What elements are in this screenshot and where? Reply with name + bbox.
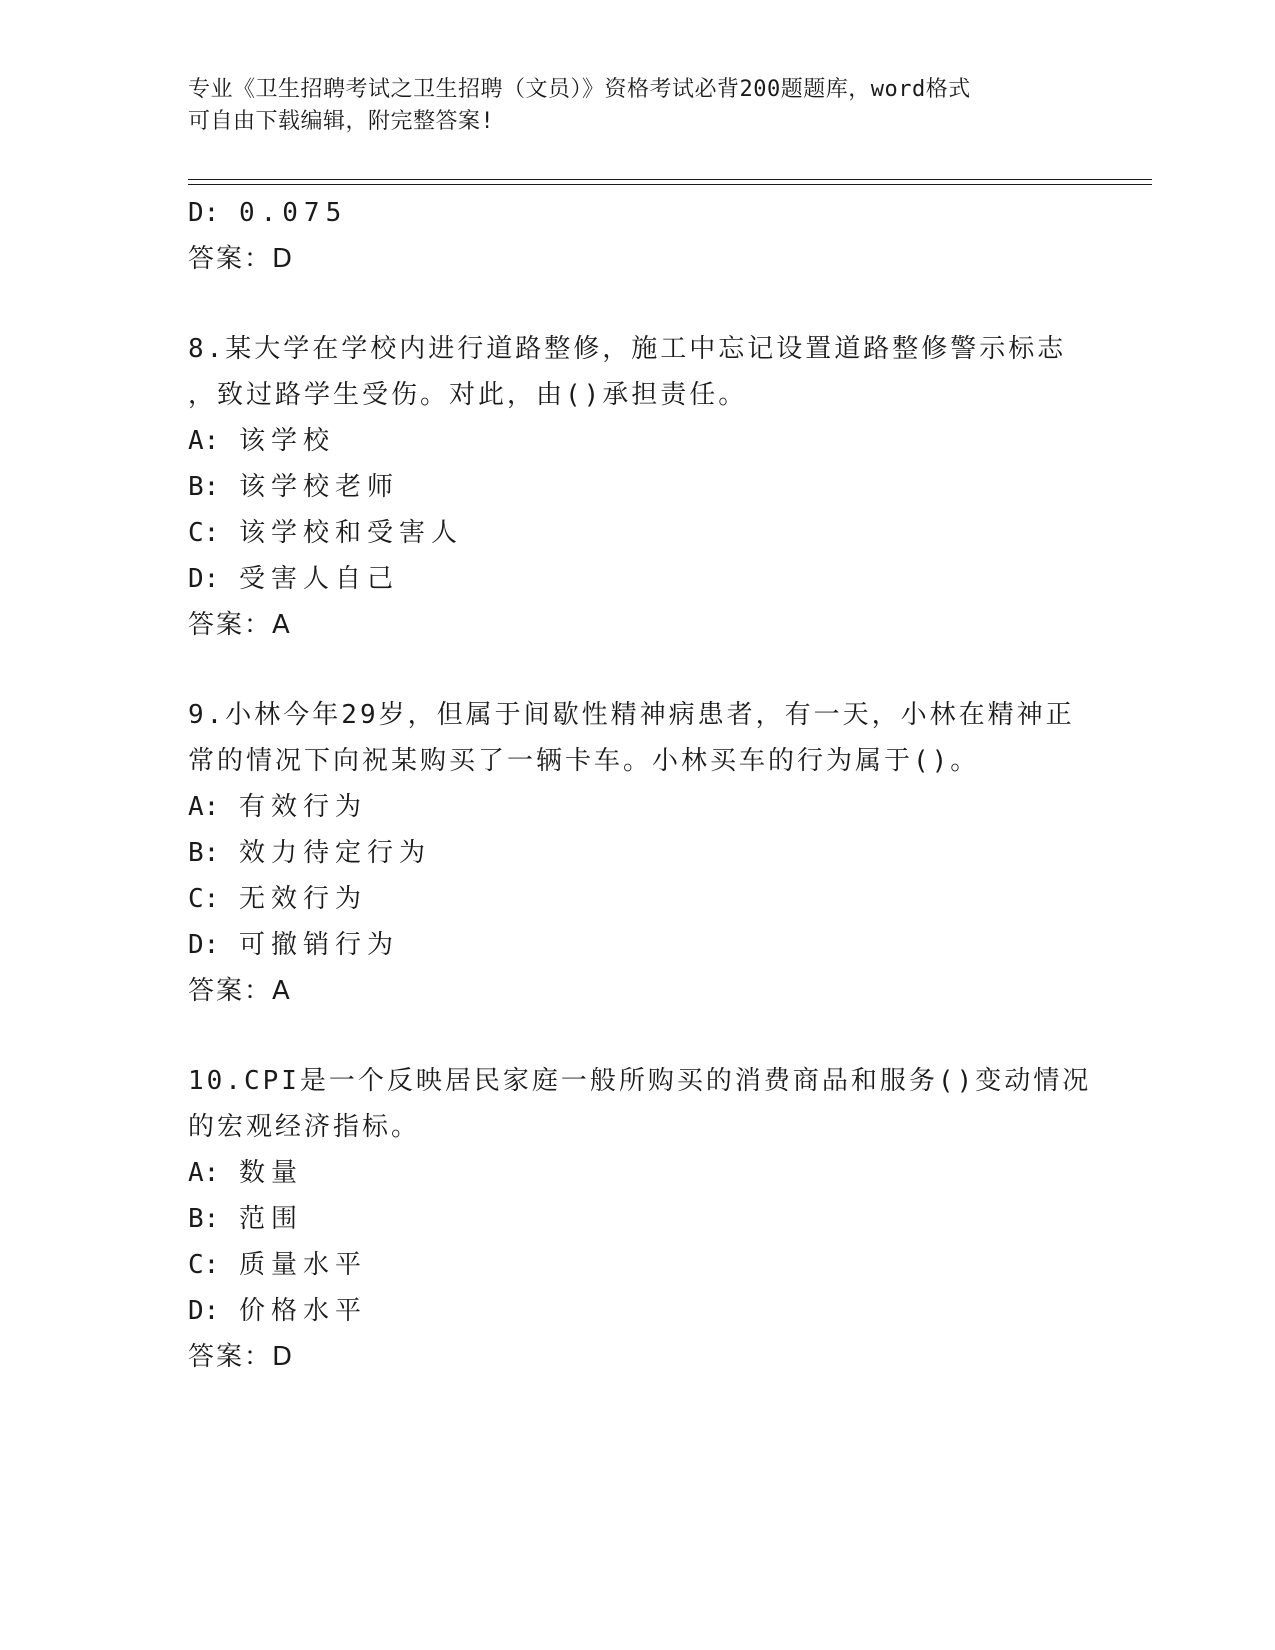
answer-line: 答案：D xyxy=(188,244,295,274)
option-row xyxy=(188,830,1088,876)
option-row xyxy=(188,1150,1088,1196)
answer-line: 答案：A xyxy=(188,976,292,1006)
header-divider-top xyxy=(188,179,1152,180)
header-divider-bottom xyxy=(188,184,1152,185)
option-label: D: xyxy=(188,1296,220,1326)
question-stem: ，致过路学生受伤。对此，由()承担责任。 xyxy=(188,380,748,410)
option-text: 有效行为 xyxy=(238,792,367,822)
option-label: D: xyxy=(188,564,220,594)
option-row xyxy=(188,464,1088,510)
option-label: B: xyxy=(188,838,220,868)
option-label: B: xyxy=(188,1204,220,1234)
option-text: 数量 xyxy=(238,1158,303,1188)
option-text: 效力待定行为 xyxy=(238,838,431,868)
option-text: 价格水平 xyxy=(238,1296,367,1326)
question-block xyxy=(188,692,1088,1014)
option-text: 该学校老师 xyxy=(238,472,399,502)
option-label: B: xyxy=(188,472,220,502)
question-block xyxy=(188,1058,1092,1380)
option-label: A: xyxy=(188,1158,220,1188)
option-text: 无效行为 xyxy=(238,884,367,914)
option-row xyxy=(188,922,1088,968)
option-row xyxy=(188,1242,1088,1288)
option-label: D: xyxy=(188,930,220,960)
option-row xyxy=(188,510,1088,556)
option-label: C: xyxy=(188,1250,220,1280)
option-text: 该学校和受害人 xyxy=(238,518,463,548)
option-label: A: xyxy=(188,792,220,822)
answer-line: 答案：D xyxy=(188,1342,295,1372)
option-label: D: xyxy=(188,198,220,228)
option-text: 该学校 xyxy=(238,426,335,456)
option-row xyxy=(188,1288,1088,1334)
option-row xyxy=(188,190,1088,236)
document-body xyxy=(188,190,1092,1380)
option-text: 0.075 xyxy=(238,198,348,228)
option-text: 范围 xyxy=(238,1204,303,1234)
document-header xyxy=(188,74,1088,138)
option-text: 质量水平 xyxy=(238,1250,367,1280)
question-stem: 常的情况下向祝某购买了一辆卡车。小林买车的行为属于()。 xyxy=(188,746,980,776)
option-row xyxy=(188,876,1088,922)
option-label: C: xyxy=(188,518,220,548)
option-row xyxy=(188,556,1088,602)
option-row xyxy=(188,1196,1088,1242)
question-stem: 10.CPI是一个反映居民家庭一般所购买的消费商品和服务()变动情况 xyxy=(188,1066,1092,1096)
question-stem: 的宏观经济指标。 xyxy=(188,1112,421,1142)
option-label: C: xyxy=(188,884,220,914)
question-stem: 8.某大学在学校内进行道路整修，施工中忘记设置道路整修警示标志 xyxy=(188,334,1067,364)
option-label: A: xyxy=(188,426,220,456)
option-row xyxy=(188,418,1088,464)
question-stem: 9.小林今年29岁，但属于间歇性精神病患者，有一天，小林在精神正 xyxy=(188,700,1075,730)
option-text: 可撤销行为 xyxy=(238,930,399,960)
option-row xyxy=(188,784,1088,830)
answer-line: 答案：A xyxy=(188,610,292,640)
question-block xyxy=(188,326,1088,648)
header-line-2: 可自由下载编辑，附完整答案! xyxy=(188,109,495,134)
option-text: 受害人自己 xyxy=(238,564,399,594)
header-line-1: 专业《卫生招聘考试之卫生招聘（文员）》资格考试必背200题题库，word格式 xyxy=(188,77,971,102)
